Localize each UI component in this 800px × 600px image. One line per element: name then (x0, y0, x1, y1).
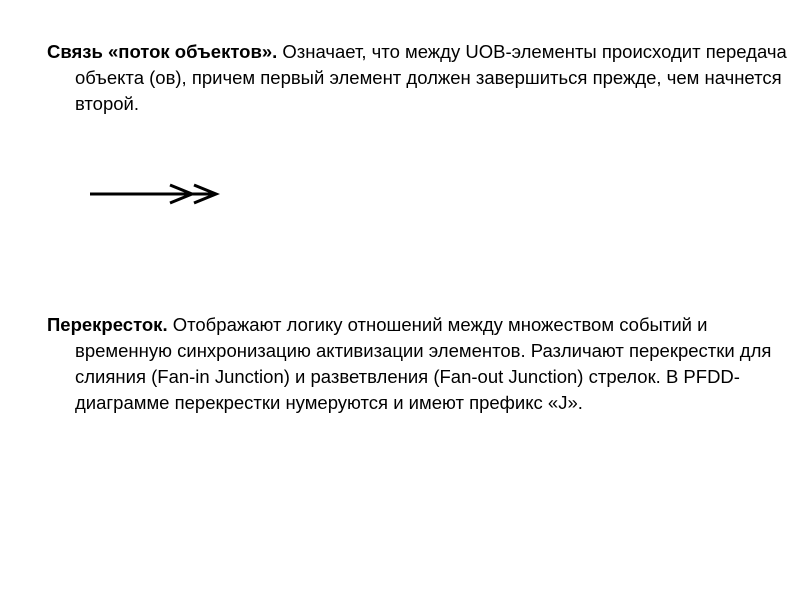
junction-definition (47, 312, 795, 416)
object-flow-text: Означает, что между UOB-элементы происходит передача объекта (ов), причем первый элемент должен завершиться прежде, чем начнется второй. (75, 41, 787, 114)
object-flow-definition (47, 39, 795, 117)
double-head-arrow-icon (88, 180, 220, 208)
object-flow-term: Связь «поток объектов». (47, 41, 278, 62)
junction-text: Отображают логику отношений между множеством событий и временную синхронизацию активизации элементов. Различают перекрестки для слияния (Fan-in Junction) и разветвления (Fan-out Junction) стрелок. В PFDD-диаграмме перекрестки нумеруются и имеют префикс «J». (75, 314, 772, 413)
junction-term: Перекресток. (47, 314, 168, 335)
